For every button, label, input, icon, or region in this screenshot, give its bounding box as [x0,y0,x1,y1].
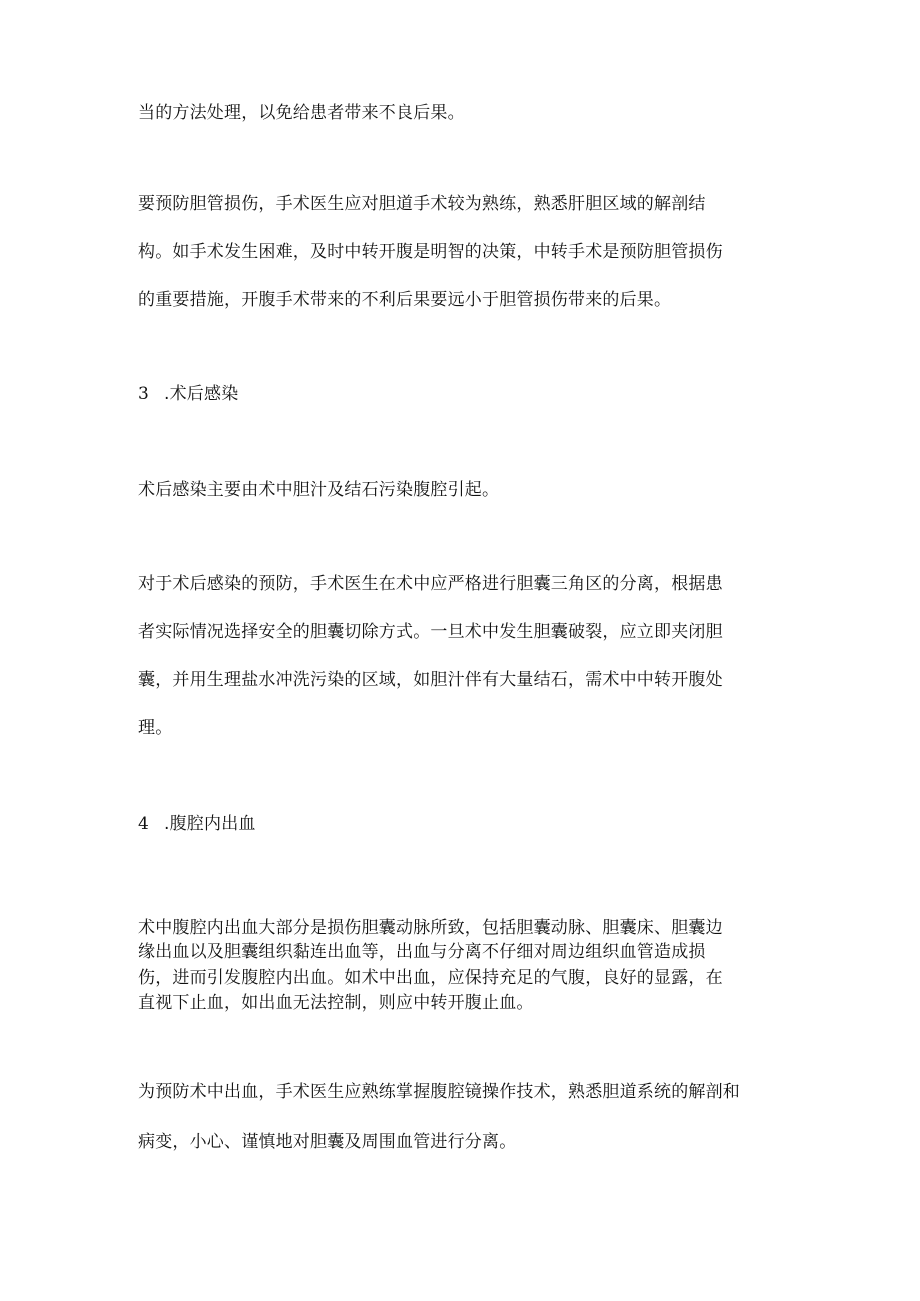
paragraph-line: 要预防胆管损伤，手术医生应对胆道手术较为熟练，熟悉肝胆区域的解剖结 [138,194,706,214]
section-heading [138,382,238,406]
paragraph-line: 病变，小心、谨慎地对胆囊及周围血管进行分离。 [138,1132,517,1152]
paragraph-line: 直视下止血，如出血无法控制，则应中转开腹止血。 [138,993,534,1013]
paragraph-line: 当的方法处理，以免给患者带来不良后果。 [138,103,465,123]
section-number: 4 [138,814,150,834]
section-heading [138,812,256,836]
paragraph-line: 对于术后感染的预防，手术医生在术中应严格进行胆囊三角区的分离，根据患 [138,574,723,594]
paragraph-line: 术中腹腔内出血大部分是损伤胆囊动脉所致，包括胆囊动脉、胆囊床、胆囊边 [138,918,723,938]
section-number: 3 [138,384,150,404]
paragraph-line: 缘出血以及胆囊组织黏连出血等，出血与分离不仔细对周边组织血管造成损 [138,942,706,962]
paragraph-line: 伤，进而引发腹腔内出血。如术中出血，应保持充足的气腹，良好的显露，在 [138,968,723,988]
paragraph-line: 理。 [138,718,173,738]
paragraph-line: 囊，并用生理盐水冲洗污染的区域，如胆汁伴有大量结石，需术中中转开腹处 [138,670,723,690]
paragraph-line: 术后感染主要由术中胆汁及结石污染腹腔引起。 [138,480,500,500]
paragraph-line: 为预防术中出血，手术医生应熟练掌握腹腔镜操作技术，熟悉胆道系统的解剖和 [138,1082,740,1102]
paragraph-line: 的重要措施，开腹手术带来的不利后果要远小于胆管损伤带来的后果。 [138,290,672,310]
section-title: .腹腔内出血 [164,814,256,834]
paragraph-line: 者实际情况选择安全的胆囊切除方式。一旦术中发生胆囊破裂，应立即夹闭胆 [138,622,723,642]
section-title: .术后感染 [164,384,239,404]
paragraph-line: 构。如手术发生困难，及时中转开腹是明智的决策，中转手术是预防胆管损伤 [138,242,723,262]
